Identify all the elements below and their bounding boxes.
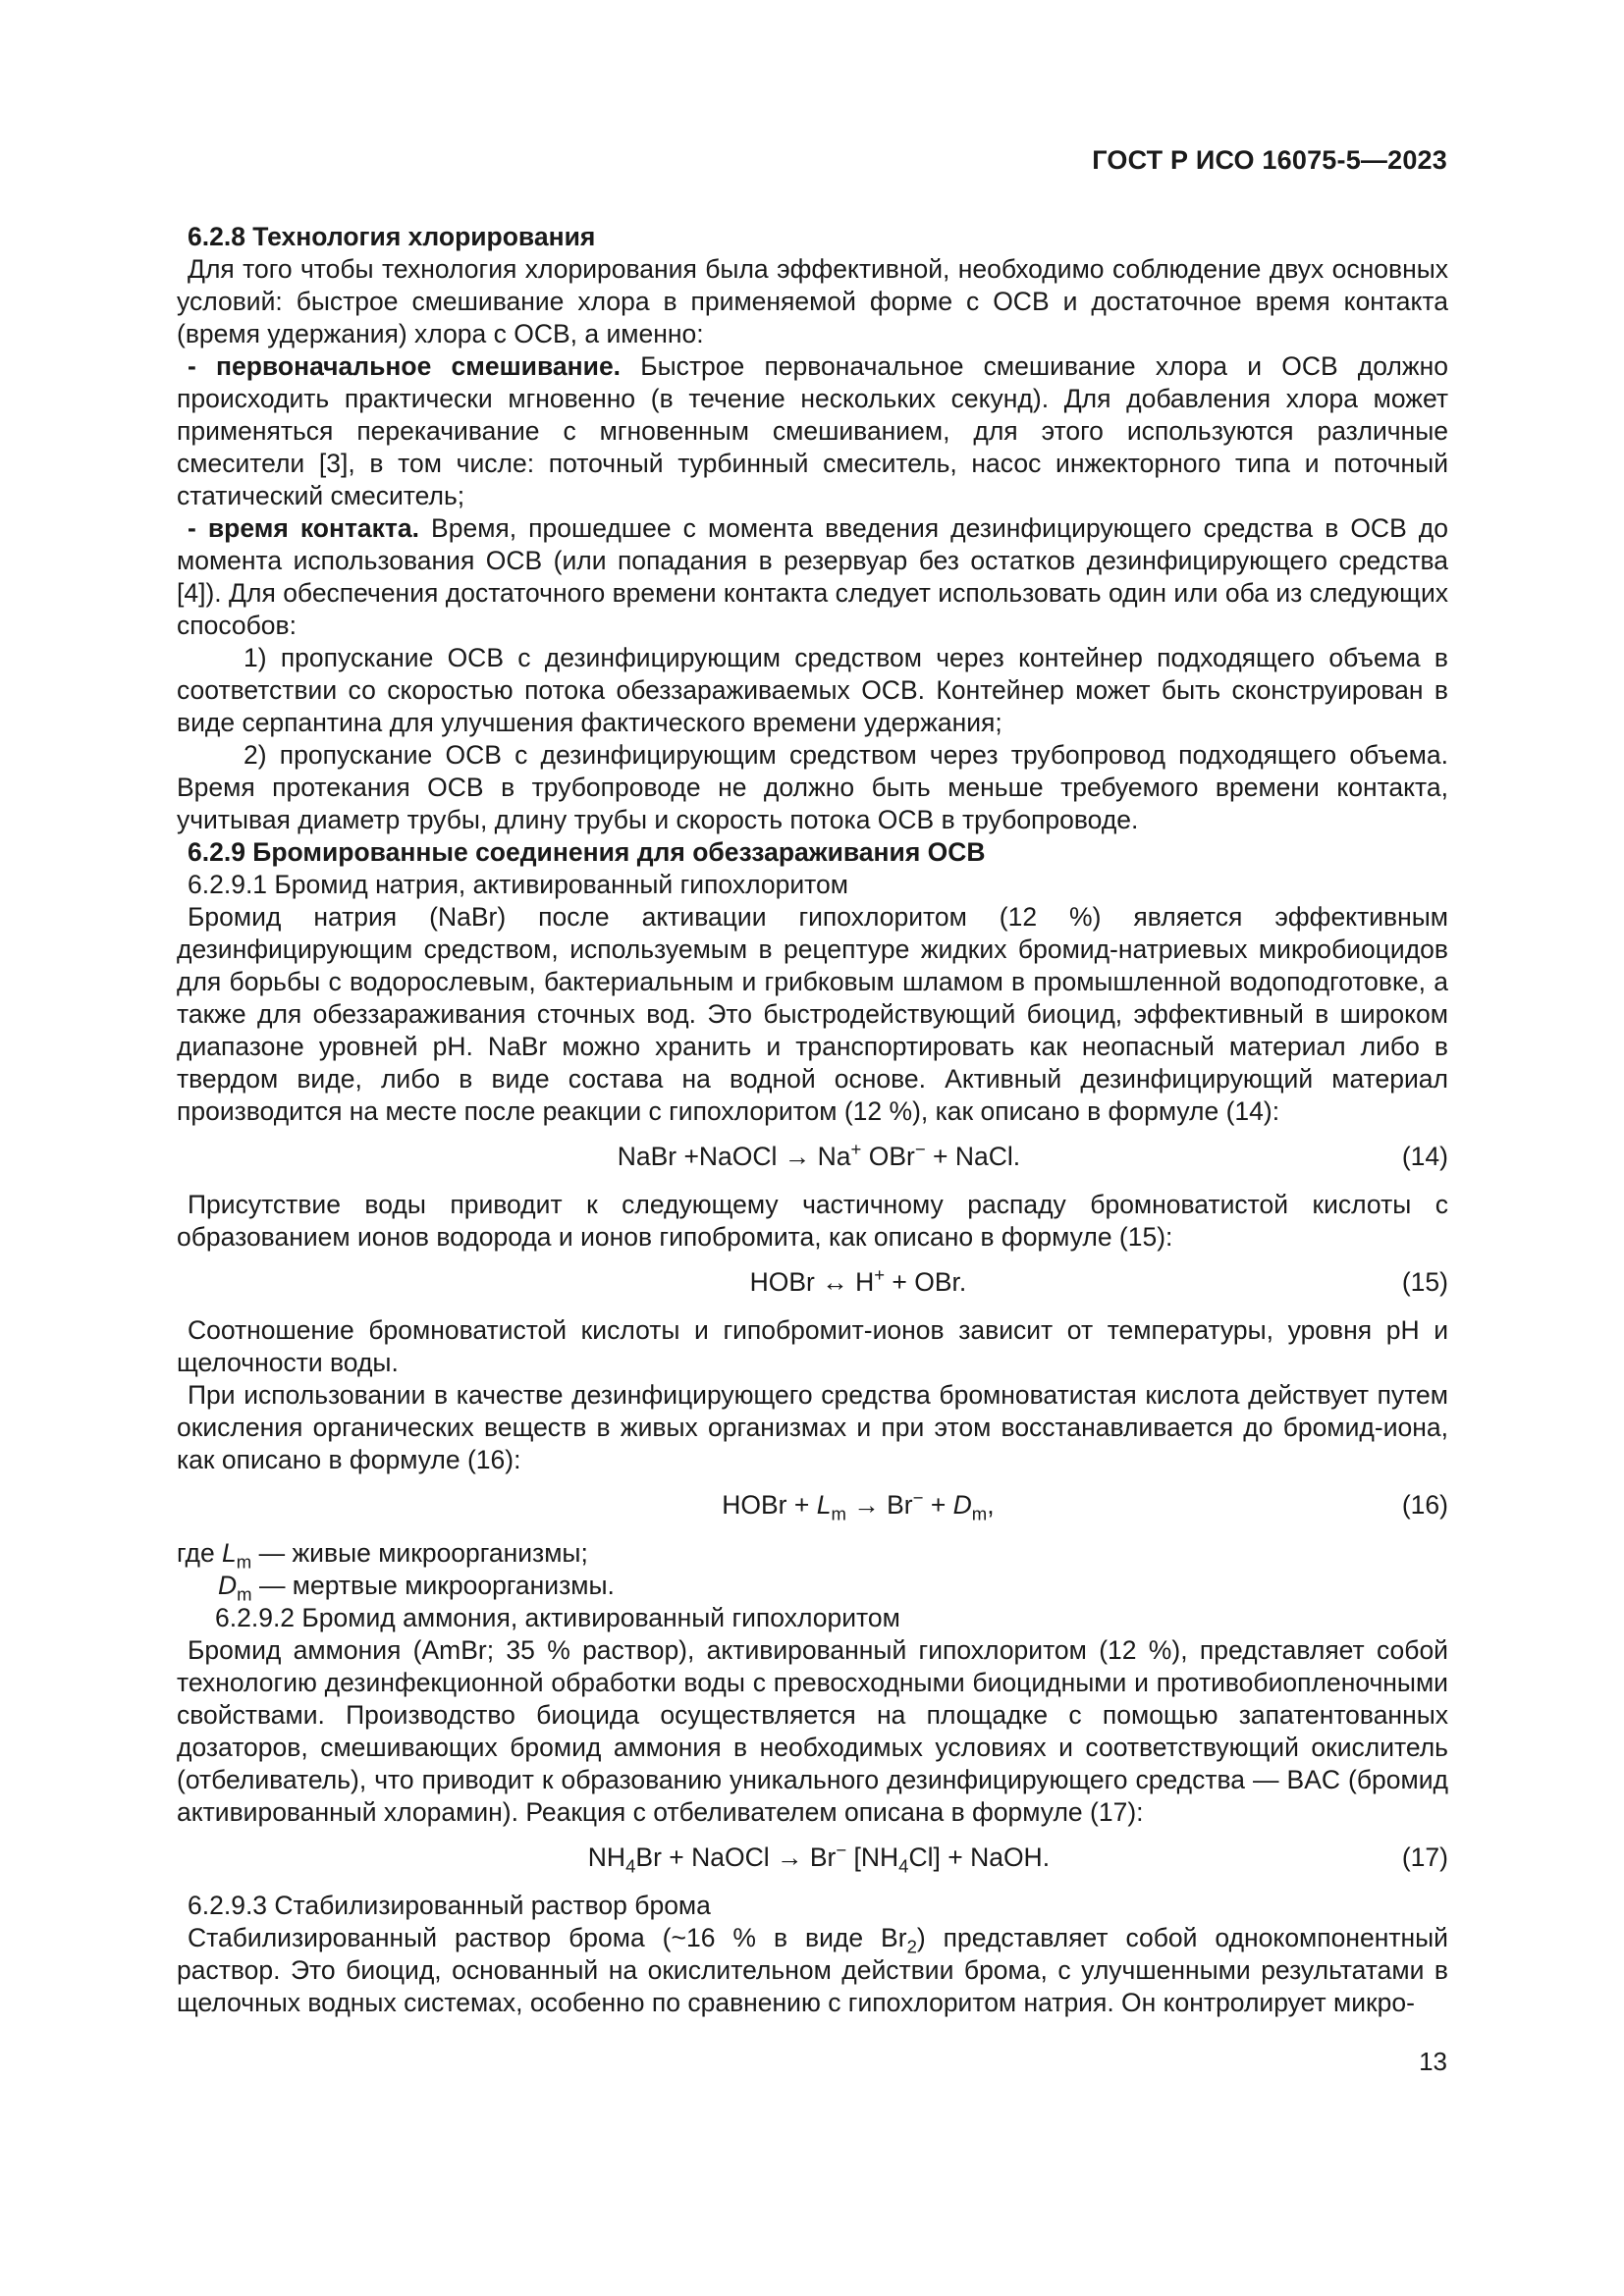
paragraph-intro: Для того чтобы технология хлорирования была эффективной, необходимо соблюдение двух основных условий: быстрое смешивание хлора в применяемой форме с ОСВ и достаточное время контакта (время удержания) хлора с ОСВ, а именно: bbox=[177, 254, 1448, 348]
list-item-text: Быстрое первоначальное смешивание хлора и ОСВ должно происходить практически мгновенно (в течение нескольких секунд). Для добавления хлора может применяться перекачивание с мгновенным смешиванием, для этого используются различные смесители [3], в том числе: поточный турбинный смеситель, насос инжекторного типа и поточный статический смеситель; bbox=[177, 351, 1448, 510]
paragraph-ratio: Соотношение бромноватистой кислоты и гипобромит-ионов зависит от температуры, уровня pH и щелочности воды. bbox=[177, 1315, 1448, 1377]
paragraph-water-decay: Присутствие воды приводит к следующему частичному распаду бромноватистой кислоты с образованием ионов водорода и ионов гипобромита, как описано в формуле (15): bbox=[177, 1190, 1448, 1252]
paragraph-nabr: Бромид натрия (NaBr) после активации гипохлоритом (12 %) является эффективным дезинфицирующим средством, используемым в рецептуре жидких бромид-натриевых микробиоцидов для борьбы с водорослевым, бактериальным и грибковым шламом в промышленной водоподготовке, а также для обеззараживания сточных вод. Это быстродействующий биоцид, эффективный в широком диапазоне уровней pH. NaBr можно хранить и транспортировать как неопасный материал либо в твердом виде, либо в виде состава на водной основе. Активный дезинфицирующий материал производится на месте после реакции с гипохлоритом (12 %), как описано в формуле (14): bbox=[177, 902, 1448, 1126]
formula-number: (16) bbox=[1401, 1490, 1448, 1520]
legend-living: где $L_m$ — живые микроорганизмы; bbox=[177, 1538, 588, 1573]
list-item-lead: - время контакта. bbox=[188, 513, 420, 543]
list-item-lead: - первоначальное смешивание. bbox=[188, 351, 622, 381]
paragraph-oxidation: При использовании в качестве дезинфицирующего средства бромноватистая кислота действует путем окисления органических веществ в живых организмах и при этом восстанавливается до бромид-иона, как описано в формуле (16): bbox=[177, 1380, 1448, 1474]
heading-6-2-8: 6.2.8 Технология хлорирования bbox=[188, 222, 596, 251]
formula-expression: $NH_4Br$ + NaOCl → Br− $[NH_4Cl]$ + NaOH. bbox=[587, 1840, 1051, 1877]
heading-6-2-9: 6.2.9 Бромированные соединения для обеззараживания ОСВ bbox=[188, 837, 986, 867]
document-code: ГОСТ Р ИСО 16075-5—2023 bbox=[1092, 145, 1447, 175]
formula-15 bbox=[177, 1266, 1448, 1299]
subheading-6-2-9-2: 6.2.9.2 Бромид аммония, активированный гипохлоритом bbox=[215, 1603, 900, 1632]
formula-expression: NaBr +NaOCl → Na+ OBr− + NaCl. bbox=[617, 1139, 1021, 1171]
list-item-text: Время, прошедшее с момента введения дезинфицирующего средства в ОСВ до момента использования ОСВ (или попадания в резервуар без остатков дезинфицирующего средства [4]). Для обеспечения достаточного времени контакта следует использовать один или оба из следующих способов: bbox=[177, 513, 1448, 640]
formula-number: (17) bbox=[1401, 1842, 1448, 1872]
formula-number: (15) bbox=[1401, 1267, 1448, 1297]
paragraph-stabilized-bromine: Стабилизированный раствор брома (~16 % в виде $Br_2$) представляет собой однокомпонентный раствор. Это биоцид, основанный на окислительном действии брома, с улучшенными результатами в щелочных водных системах, особенно по сравнению с гипохлоритом натрия. Он контролирует микро- bbox=[177, 1923, 1448, 2017]
subheading-6-2-9-3: 6.2.9.3 Стабилизированный раствор брома bbox=[188, 1891, 711, 1920]
list-item-contact-time bbox=[177, 512, 1448, 642]
subheading-6-2-9-1: 6.2.9.1 Бромид натрия, активированный гипохлоритом bbox=[188, 870, 848, 899]
legend-dead: $D_m$ — мертвые микроорганизмы. bbox=[218, 1571, 615, 1605]
paragraph-ambr: Бромид аммония (AmBr; 35 % раствор), активированный гипохлоритом (12 %), представляет собой технологию дезинфекционной обработки воды с превосходными биоцидными и противобиопленочными свойствами. Производство биоцида осуществляется на площадке с помощью запатентованных дозаторов, смешивающих бромид аммония в необходимых условиях и соответствующий окислитель (отбеливатель), что приводит к образованию уникального дезинфицирующего средства — BAC (бромид активированный хлорамин). Реакция с отбеливателем описана в формуле (17): bbox=[177, 1635, 1448, 1827]
method-1: 1) пропускание ОСВ с дезинфицирующим средством через контейнер подходящего объема в соответствии со скоростью потока обеззараживаемых ОСВ. Контейнер может быть сконструирован в виде серпантина для улучшения фактического времени удержания; bbox=[177, 643, 1448, 737]
formula-16 bbox=[177, 1489, 1448, 1522]
formula-14 bbox=[177, 1141, 1448, 1173]
list-item-initial-mixing bbox=[177, 350, 1448, 512]
method-2: 2) пропускание ОСВ с дезинфицирующим средством через трубопровод подходящего объема. Время протекания ОСВ в трубопроводе не должно быть меньше требуемого времени контакта, учитывая диаметр трубы, длину трубы и скорость потока ОСВ в трубопроводе. bbox=[177, 740, 1448, 834]
formula-17 bbox=[177, 1840, 1448, 1877]
formula-expression: HOBr ↔ H+ + OBr. bbox=[749, 1264, 967, 1297]
formula-number: (14) bbox=[1401, 1142, 1448, 1171]
page-number: 13 bbox=[1419, 2047, 1447, 2076]
formula-expression: HOBr + $L_m \to Br^- + D_m$, bbox=[722, 1487, 995, 1524]
document-body bbox=[177, 221, 1448, 2019]
